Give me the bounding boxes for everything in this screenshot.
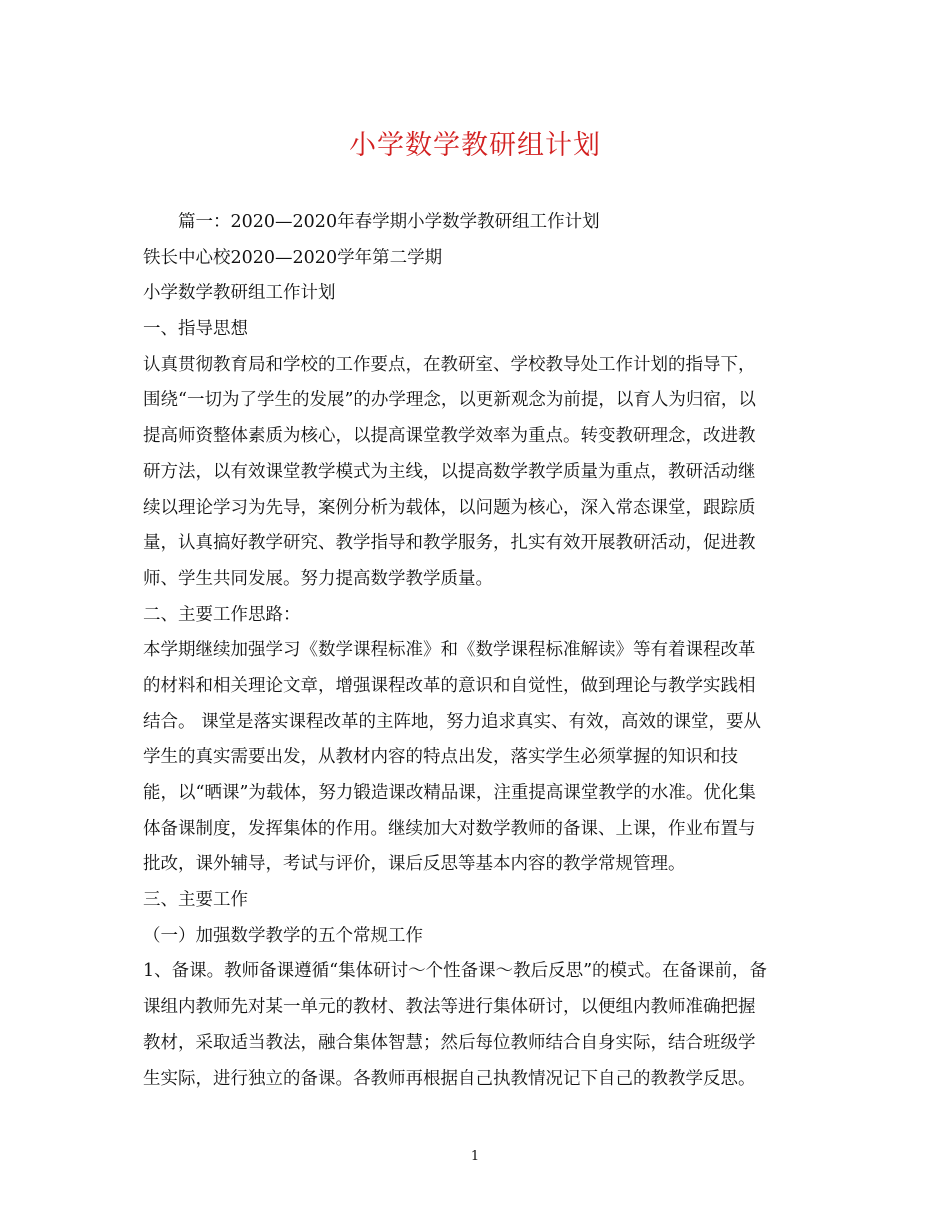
section-heading: 三、主要工作: [143, 890, 248, 911]
text-line: 量，认真搞好教学研究、教学指导和教学服务，扎实有效开展教研活动，促进教: [143, 533, 756, 554]
text-line: 批改，课外辅导，考试与评价，课后反思等基本内容的教学常规管理。: [143, 854, 686, 875]
text-line: 课组内教师先对某一单元的教材、教法等进行集体研讨，以便组内教师准确把握: [143, 997, 756, 1018]
section-heading: 一、指导思想: [143, 319, 248, 340]
text-line: 教材，采取适当教法，融合集体智慧；然后每位教师结合自身实际，结合班级学: [143, 1032, 756, 1053]
text-line: 铁长中心校2020—2020学年第二学期: [143, 247, 443, 268]
text-line: 小学数学教研组工作计划: [143, 283, 336, 304]
text-line: 体备课制度，发挥集体的作用。继续加大对数学教师的备课、上课，作业布置与: [143, 818, 756, 839]
text-line: 提高师资整体素质为核心，以提高课堂教学效率为重点。转变教研理念，改进教: [143, 426, 756, 447]
text-line: 1、备课。教师备课遵循“集体研讨～个性备课～教后反思”的模式。在备课前，备: [143, 961, 768, 982]
text-line: 篇一：2020—2020年春学期小学数学教研组工作计划: [178, 212, 600, 232]
text-line: 续以理论学习为先导，案例分析为载体，以问题为核心，深入常态课堂，跟踪质: [143, 497, 756, 518]
text-line: 研方法，以有效课堂教学模式为主线，以提高数学教学质量为重点，教研活动继: [143, 461, 756, 482]
document-title: 小学数学教研组计划: [349, 130, 601, 161]
text-line: 能，以“晒课”为载体，努力锻造课改精品课，注重提高课堂教学的水准。优化集: [143, 783, 756, 803]
text-line: 认真贯彻教育局和学校的工作要点，在教研室、学校教导处工作计划的指导下，: [143, 354, 756, 375]
section-heading: 二、主要工作思路：: [143, 604, 301, 625]
page-number: 1: [470, 1149, 480, 1164]
text-line: 学生的真实需要出发，从教材内容的特点出发，落实学生必须掌握的知识和技: [143, 747, 738, 768]
text-line: 本学期继续加强学习《数学课程标准》和《数学课程标准解读》等有着课程改革: [143, 640, 756, 661]
text-line: 围绕“一切为了学生的发展”的办学理念，以更新观念为前提，以育人为归宿，以: [143, 390, 756, 411]
text-line: 结合。 课堂是落实课程改革的主阵地，努力追求真实、有效，高效的课堂，要从: [143, 711, 762, 732]
text-line: 的材料和相关理论文章，增强课程改革的意识和自觉性，做到理论与教学实践相: [143, 675, 756, 696]
document-body: [143, 205, 808, 1097]
text-line: 师、学生共同发展。努力提高数学教学质量。: [143, 568, 493, 589]
text-line: 生实际，进行独立的备课。各教师再根据自己执教情况记下自己的教教学反思。: [143, 1068, 756, 1089]
subsection-heading: （一）加强数学教学的五个常规工作: [143, 925, 423, 946]
